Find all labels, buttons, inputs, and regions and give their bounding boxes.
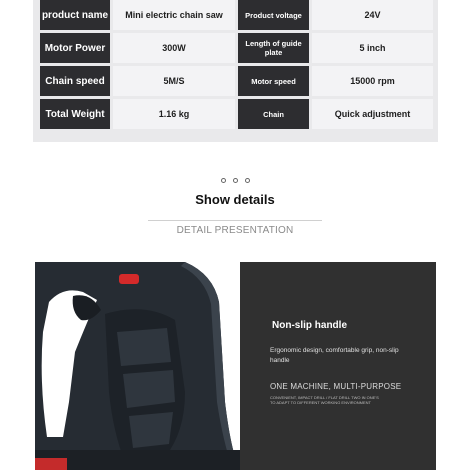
spec-value: 24V [312, 0, 433, 30]
feature-tagline: ONE MACHINE, MULTI-PURPOSE [270, 382, 402, 391]
spec-value: 300W [113, 33, 235, 63]
spec-label: Chain speed [40, 66, 110, 96]
spec-label: Product voltage [238, 0, 309, 30]
dot-icon [221, 178, 226, 183]
spec-value: 5M/S [113, 66, 235, 96]
divider [148, 220, 322, 221]
spec-row [40, 0, 433, 30]
spec-label: Chain [238, 99, 309, 129]
dot-icon [233, 178, 238, 183]
spec-row [40, 33, 433, 63]
product-handle-image [35, 262, 240, 470]
section-title: Show details [195, 192, 275, 207]
spec-label: product name [40, 0, 110, 30]
spec-label: Length of guide plate [238, 33, 309, 63]
spec-label: Motor Power [40, 33, 110, 63]
spec-label: Total Weight [40, 99, 110, 129]
spec-label: Motor speed [238, 66, 309, 96]
spec-value: 5 inch [312, 33, 433, 63]
spec-row [40, 66, 433, 96]
feature-panel [240, 262, 436, 470]
spec-value: Mini electric chain saw [113, 0, 235, 30]
decorative-dots [0, 178, 470, 183]
feature-title: Non-slip handle [272, 320, 347, 331]
feature-fine-print: CONVENIENT, IMPACT DRILL / FLAT DRILL TWO IN ONE'S TO ADAPT TO DIFFERENT WORKING ENVIRONMENT [270, 395, 379, 405]
spec-value: 15000 rpm [312, 66, 433, 96]
spec-row [40, 99, 433, 129]
spec-value: 1.16 kg [113, 99, 235, 129]
feature-description: Ergonomic design, comfortable grip, non-slip handle [270, 347, 399, 364]
spec-table [33, 0, 438, 142]
spec-value: Quick adjustment [312, 99, 433, 129]
section-subtitle: DETAIL PRESENTATION [176, 225, 294, 236]
dot-icon [245, 178, 250, 183]
handle-illustration [35, 262, 240, 470]
